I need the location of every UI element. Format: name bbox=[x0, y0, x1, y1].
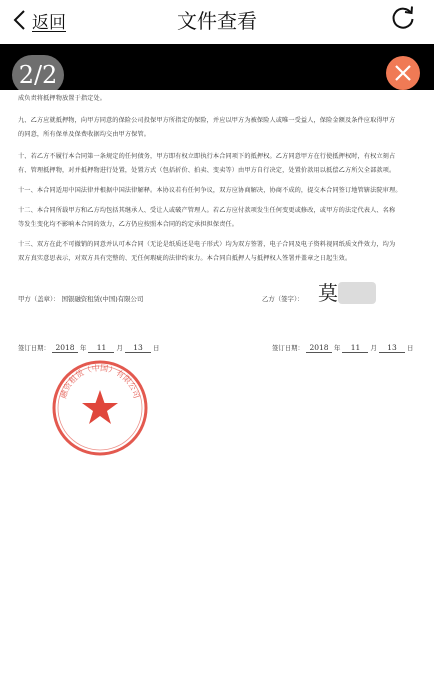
svg-text:莫: 莫 bbox=[318, 281, 338, 305]
party-b-label: 乙方（签字）： bbox=[262, 295, 304, 303]
date-month: 11 bbox=[342, 343, 368, 353]
date-day: 13 bbox=[379, 343, 405, 353]
paragraph: 十二、本合同所载甲方和乙方均包括其继承人、受让人或破产管理人。若乙方应付款项发生任何变更或修改，或甲方的法定代表人、名称 bbox=[18, 207, 396, 214]
date-label: 签订日期： bbox=[272, 344, 304, 352]
paragraph: 十、若乙方不履行本合同第一条规定的任何债务，甲方即有权立即执行本合同项下的抵押权。乙方同意甲方在行使抵押权时，有权立刻占 bbox=[18, 153, 396, 160]
party-a-date bbox=[18, 343, 159, 353]
date-day-unit: 日 bbox=[407, 344, 414, 352]
company-seal bbox=[50, 358, 150, 458]
date-day: 13 bbox=[125, 343, 151, 353]
date-month: 11 bbox=[88, 343, 114, 353]
paragraph: 双方真实意思表示，对双方具有完整的、无任何瑕疵的法律约束力。本合同自抵押人与抵押权人签署并盖章之日起生效。 bbox=[18, 255, 352, 262]
paragraph: 等发生变化均不影响本合同的效力，乙方仍应按照本合同的约定承担担保责任。 bbox=[18, 221, 239, 228]
svg-text:融资租赁（中国）有限公司: 融资租赁（中国）有限公司 bbox=[58, 363, 142, 400]
paragraph: 成负责将抵押物放置于指定处。 bbox=[18, 95, 107, 102]
date-year: 2018 bbox=[52, 343, 78, 353]
date-label: 签订日期： bbox=[18, 344, 50, 352]
back-label: 返回 bbox=[32, 12, 66, 33]
page-title: 文件查看 bbox=[177, 9, 257, 33]
document-page bbox=[0, 90, 434, 700]
refresh-icon[interactable] bbox=[390, 5, 416, 31]
page-indicator: 2/2 bbox=[12, 55, 64, 95]
top-nav-bar bbox=[0, 0, 434, 44]
paragraph: 的同意，所有保单及保费收据均交由甲方保管。 bbox=[18, 131, 151, 138]
document-body bbox=[18, 92, 416, 266]
party-b-date bbox=[272, 343, 413, 353]
party-b-line bbox=[262, 294, 304, 303]
paragraph: 九、乙方应就抵押物，向甲方同意的保险公司投保甲方所指定的保险，并应以甲方为被保险人或唯一受益人，保险金额及条件应取得甲方 bbox=[18, 117, 396, 124]
paragraph: 十三、双方在此不可撤销的同意并认可本合同（无论是纸质还是电子形式）均为双方签署，电子合同及电子资料视同纸质文件效力，均为 bbox=[18, 241, 396, 248]
close-button[interactable] bbox=[386, 56, 420, 90]
signature-mark bbox=[316, 278, 380, 308]
party-a-line bbox=[18, 294, 143, 303]
viewer-header bbox=[0, 44, 434, 90]
date-year-unit: 年 bbox=[80, 344, 87, 352]
paragraph: 有、管理抵押物，对并抵押物进行处置，处置方式（包括折价、拍卖、变卖等）由甲方自行决定，处置价款用以抵偿乙方所欠全部款项。 bbox=[18, 167, 396, 174]
date-year-unit: 年 bbox=[334, 344, 341, 352]
date-month-unit: 月 bbox=[370, 344, 377, 352]
close-icon bbox=[394, 64, 412, 82]
date-day-unit: 日 bbox=[153, 344, 160, 352]
party-a-name: 国银融资租赁(中国)有限公司 bbox=[61, 295, 144, 303]
date-year: 2018 bbox=[306, 343, 332, 353]
party-a-label: 甲方（盖章）： bbox=[18, 295, 60, 303]
date-month-unit: 月 bbox=[116, 344, 123, 352]
paragraph: 十一、本合同适用中国法律并根据中国法律解释。本协议若有任何争议，双方应协商解决，协商不成的，提交本合同签订地管辖法院审理。 bbox=[18, 187, 402, 194]
